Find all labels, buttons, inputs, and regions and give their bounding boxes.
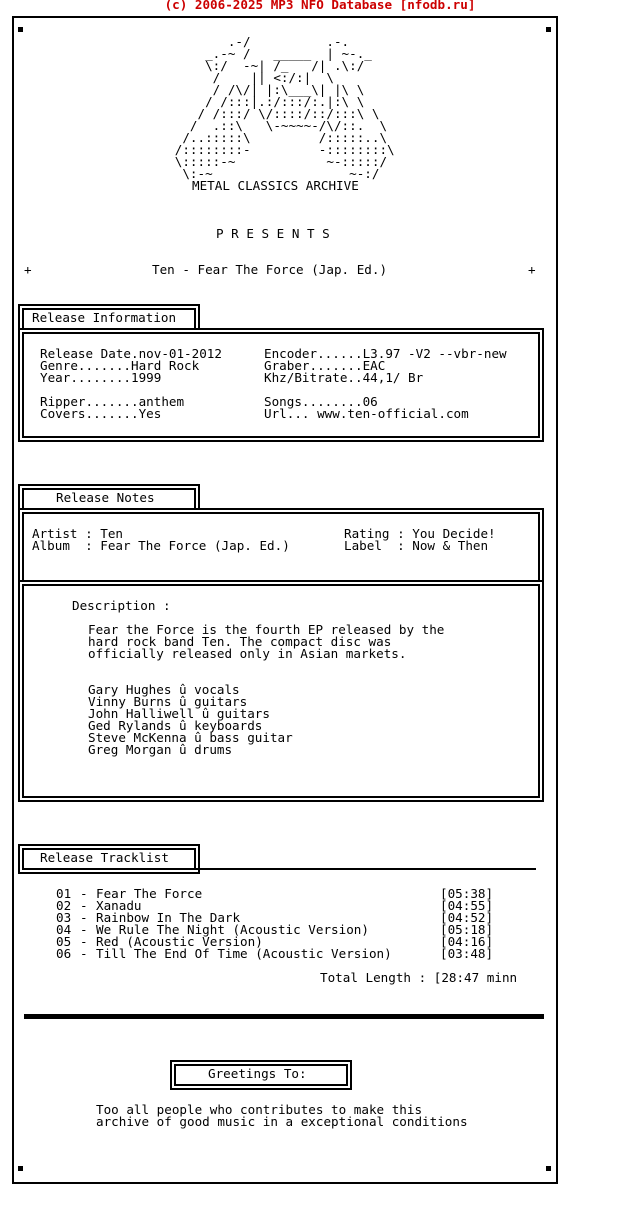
track-number: 05 xyxy=(56,934,72,949)
track-dash: - xyxy=(80,934,88,949)
lineup-list xyxy=(88,684,293,756)
track-title: We Rule The Night (Acoustic Version) xyxy=(96,922,369,937)
lineup-member: John Halliwell û guitars xyxy=(88,706,270,721)
tracklist-underline xyxy=(196,868,536,870)
lineup-member: Greg Morgan û drums xyxy=(88,742,233,757)
description-text: Fear the Force is the fourth EP released by the hard rock band Ten. The compact disc was officially released only in Asian markets. xyxy=(88,622,445,661)
greetings-text: Too all people who contributes to make this archive of good music in a exceptional conditions xyxy=(96,1102,468,1129)
track-number: 02 xyxy=(56,898,72,913)
track-dash: - xyxy=(80,910,88,925)
lineup-member: Ged Rylands û keyboards xyxy=(88,718,263,733)
corner-dot-bl xyxy=(18,1166,23,1171)
track-title: Till The End Of Time (Acoustic Version) xyxy=(96,946,392,961)
corner-dot-tr xyxy=(546,27,551,32)
divider-rule xyxy=(24,1014,544,1019)
plus-mark-left: + xyxy=(24,262,32,277)
track-list xyxy=(56,888,500,960)
greetings-heading: Greetings To: xyxy=(208,1066,307,1081)
logo-caption: METAL CLASSICS ARCHIVE xyxy=(192,178,359,193)
plus-mark-right: + xyxy=(528,262,536,277)
track-length: [05:38] xyxy=(440,886,494,901)
tracklist-heading: Release Tracklist xyxy=(40,850,169,865)
total-length: Total Length : [28:47 minn xyxy=(320,970,518,985)
release-notes-heading: Release Notes xyxy=(56,490,155,505)
track-length: [04:52] xyxy=(440,910,494,925)
release-info-heading: Release Information xyxy=(32,310,177,325)
artist-album: Artist : Ten Album : Fear The Force (Jap. Ed.) xyxy=(32,526,290,553)
rating-label: Rating : You Decide! Label : Now & Then xyxy=(344,526,496,553)
track-row xyxy=(56,948,500,960)
track-length: [03:48] xyxy=(440,946,494,961)
release-info-left: Release Date.nov-01-2012 Genre.......Hard Rock Year........1999 Ripper.......anthem Covers.......Yes xyxy=(40,346,222,421)
lineup-member: Gary Hughes û vocals xyxy=(88,682,240,697)
track-length: [04:16] xyxy=(440,934,494,949)
track-title: Red (Acoustic Version) xyxy=(96,934,263,949)
corner-dot-br xyxy=(546,1166,551,1171)
track-number: 04 xyxy=(56,922,72,937)
ascii-logo: .-/ .-. _.-~ / _____ | ~-._ \:/ -~| /_ /| .\:/ / || <:/:| \ / /\/| |:\___\| |\ \ / /:::|.:/:::/:.|:\ \ / /:::/ \/::::/::/:::\ \ / .::\ \-~~~~-/\/::. \ /..:::::\ /:::::..\ /::::::::- -::::::::\ \:::::-~ ~-:::::/ \:-~ ~-:/ xyxy=(174,34,395,181)
track-dash: - xyxy=(80,886,88,901)
track-dash: - xyxy=(80,922,88,937)
track-title: Xanadu xyxy=(96,898,142,913)
lineup-member: Vinny Burns û guitars xyxy=(88,694,248,709)
presents-heading: P R E S E N T S xyxy=(216,226,330,241)
track-title: Rainbow In The Dark xyxy=(96,910,241,925)
track-dash: - xyxy=(80,946,88,961)
corner-dot-tl xyxy=(18,27,23,32)
track-dash: - xyxy=(80,898,88,913)
track-number: 01 xyxy=(56,886,72,901)
site-header[interactable]: (c) 2006-2025 MP3 NFO Database [nfodb.ru] xyxy=(164,0,476,12)
track-length: [05:18] xyxy=(440,922,494,937)
description-label: Description : xyxy=(72,598,171,613)
track-title: Fear The Force xyxy=(96,886,203,901)
track-length: [04:55] xyxy=(440,898,494,913)
lineup-member: Steve McKenna û bass guitar xyxy=(88,730,293,745)
release-title: Ten - Fear The Force (Jap. Ed.) xyxy=(152,262,388,277)
release-info-right: Encoder......L3.97 -V2 --vbr-new Graber.......EAC Khz/Bitrate..44,1/ Br Songs........06 Url... www.ten-official.com xyxy=(264,346,507,421)
track-number: 06 xyxy=(56,946,72,961)
track-number: 03 xyxy=(56,910,72,925)
